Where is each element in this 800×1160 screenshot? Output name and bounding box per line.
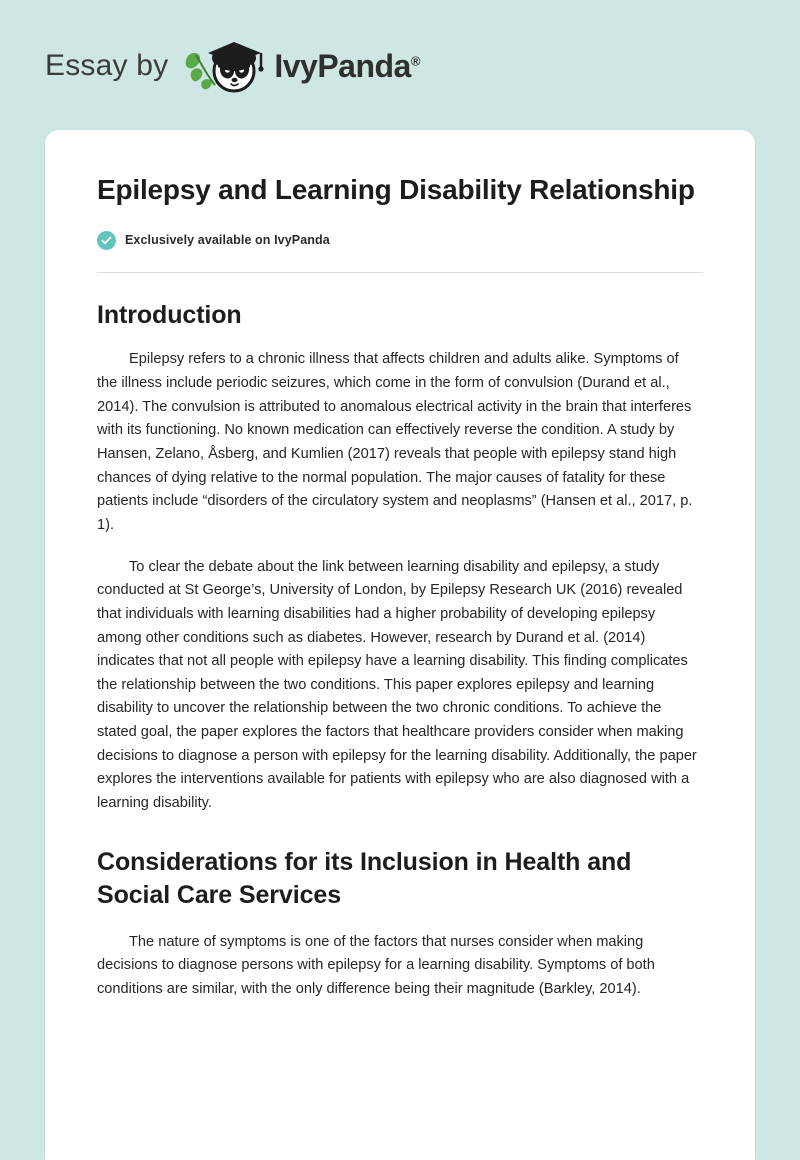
paragraph: Epilepsy refers to a chronic illness that affects children and adults alike. Symptoms of the illness include periodic seizures, which come in the form of convulsion (Durand et al., 2014). The convulsion is attributed to anomalous electrical activity in the brain that interferes with its functioning. No known medication can effectively reverse the condition. A study by Hansen, Zelano, Åsberg, and Kumlien (2017) reveals that people with epilepsy stand high chances of dying relative to the normal population. The major causes of fatality for these patients include “disorders of the circulatory system and neoplasms” (Hansen et al., 2017, p. 1).	[97, 351, 693, 533]
section-heading-introduction: Introduction	[97, 300, 242, 329]
brand-wordmark	[274, 48, 420, 85]
ivypanda-logo[interactable]	[182, 35, 420, 97]
check-circle-icon	[97, 231, 116, 250]
registered-mark: ®	[410, 52, 420, 68]
divider	[97, 272, 703, 273]
paragraph: The nature of symptoms is one of the factors that nurses consider when making decisions to diagnose persons with epilepsy for a learning disability. Symptoms of both conditions are similar, with the only difference being their magnitude (Barkley, 2014).	[97, 933, 655, 997]
brand-header	[0, 0, 800, 96]
essay-by-label: Essay by	[45, 49, 169, 82]
panda-graduation-cap-logo-icon	[182, 35, 268, 97]
document-card	[45, 130, 755, 1160]
exclusive-badge	[97, 231, 703, 250]
paragraph: To clear the debate about the link between learning disability and epilepsy, a study conducted at St George’s, University of London, by Epilepsy Research UK (2016) revealed that individuals with learning disabilities had a higher probability of developing epilepsy among other conditions such as diabetes. However, research by Durand et al. (2014) indicates that not all people with epilepsy have a learning disability. This finding complicates the relationship between the two conditions. This paper explores epilepsy and learning disability to uncover the relationship between the two chronic conditions. To achieve the stated goal, the paper explores the factors that healthcare providers consider when making decisions to diagnose a person with epilepsy for the learning disability. Additionally, the paper explores the interventions available for patients with epilepsy who are also diagnosed with a learning disability.	[97, 558, 697, 811]
page-title: Epilepsy and Learning Disability Relationship	[97, 174, 695, 205]
section-heading-considerations: Considerations for its Inclusion in Health and Social Care Services	[97, 847, 632, 910]
brand-name-text: IvyPanda	[274, 47, 411, 84]
status-badge: Exclusively available on IvyPanda	[125, 233, 330, 248]
